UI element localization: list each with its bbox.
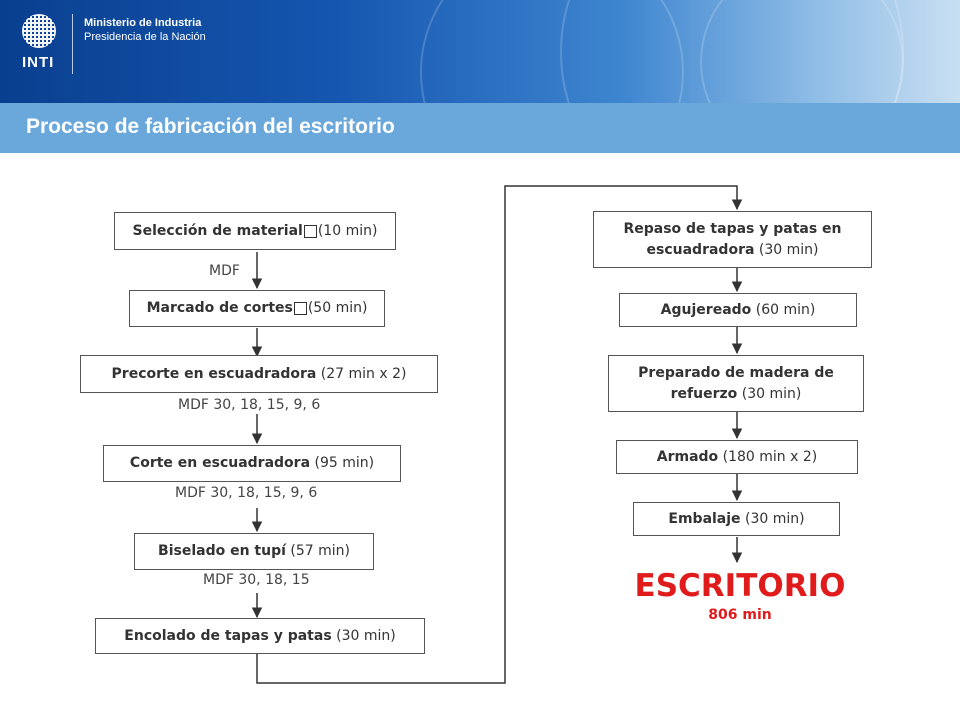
step-corte [103,445,401,482]
final-product [600,566,880,624]
step-time: (30 min) [336,627,396,644]
step-name: Corte en escuadradora [129,455,311,471]
page-title: Proceso de fabricación del escritorio [26,115,395,138]
step-name-line1: Repaso de tapas y patas en [623,220,842,237]
step-time: (180 min x 2) [722,448,818,465]
step-time: (10 min) [317,222,378,239]
step-name: Embalaje [668,510,741,527]
step-name: Agujereado [660,301,752,318]
step-name: Encolado de tapas y patas [124,627,332,644]
ministry-line1: Ministerio de Industria [84,17,202,29]
step-name-line1: Preparado de madera de [638,364,834,381]
step-preparado-madera [608,355,864,412]
step-encolado [95,618,425,654]
step-name: Selección de material [132,222,303,239]
step-name: Precorte en escuadradora [111,365,317,382]
logo-text: INTI [22,54,55,71]
step-precorte [80,355,438,393]
total-time: 806 min [708,607,772,623]
step-agujereado [619,293,857,327]
step-name-line2: refuerzo [670,385,738,402]
step-name: Armado [656,448,719,465]
step-time: (60 min) [755,301,816,318]
material-label: MDF [209,263,240,279]
step-time: (57 min) [290,543,350,559]
step-time: (27 min x 2) [320,365,407,382]
material-label: MDF 30, 18, 15, 9, 6 [178,397,321,413]
missing-glyph-icon [294,302,307,315]
step-time: (30 min) [741,385,802,402]
step-name: Marcado de cortes [146,300,293,316]
ministry-line2: Presidencia de la Nación [84,31,206,43]
material-label: MDF 30, 18, 15, 9, 6 [175,485,318,501]
step-name-line2: escuadradora [646,241,755,258]
step-embalaje [633,502,840,536]
step-armado [616,440,858,474]
step-marcado-cortes [129,290,385,327]
step-biselado [134,533,374,570]
material-label: MDF 30, 18, 15 [203,572,310,588]
step-time: (30 min) [745,510,805,527]
step-name: Biselado en tupí [158,543,286,559]
product-name: ESCRITORIO [634,568,846,604]
step-time: (95 min) [314,455,375,471]
step-seleccion-material [114,212,396,250]
step-time: (50 min) [307,300,368,316]
step-repaso-tapas [593,211,872,268]
missing-glyph-icon [304,225,317,238]
step-time: (30 min) [758,241,819,258]
